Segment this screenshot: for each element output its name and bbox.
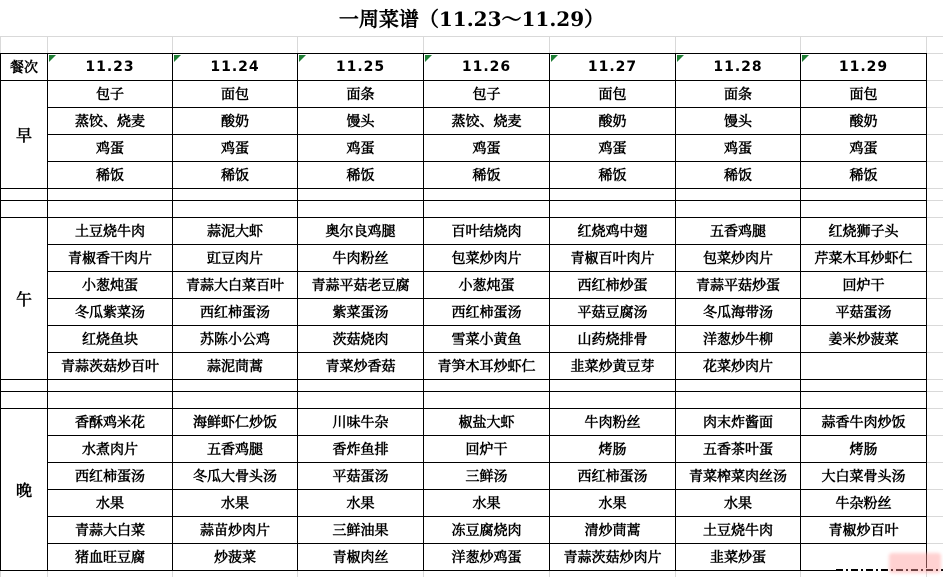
menu-cell[interactable]: 蒜泥茼蒿 bbox=[173, 353, 298, 380]
menu-cell[interactable]: 稀饭 bbox=[298, 162, 424, 189]
empty-cell bbox=[48, 571, 173, 577]
menu-cell[interactable]: 平菇豆腐汤 bbox=[550, 299, 676, 326]
empty-cell bbox=[550, 37, 676, 54]
menu-cell[interactable]: 包子 bbox=[48, 81, 173, 108]
menu-cell[interactable]: 馒头 bbox=[676, 108, 801, 135]
menu-cell[interactable]: 烤肠 bbox=[801, 436, 927, 463]
spacer-cell bbox=[801, 380, 927, 392]
menu-cell[interactable]: 红烧狮子头 bbox=[801, 218, 927, 245]
gutter-cell bbox=[927, 299, 943, 326]
empty-cell bbox=[1, 571, 48, 577]
menu-cell[interactable]: 回炉干 bbox=[801, 272, 927, 299]
empty-cell bbox=[173, 37, 298, 54]
spacer-cell bbox=[801, 189, 927, 201]
menu-cell[interactable]: 肉末炸酱面 bbox=[676, 409, 801, 436]
menu-cell[interactable]: 包菜炒肉片 bbox=[424, 245, 550, 272]
menu-cell[interactable]: 面包 bbox=[173, 81, 298, 108]
spacer-cell bbox=[801, 201, 927, 218]
page-title: 一周菜谱（11.23～11.29） bbox=[338, 7, 605, 31]
comment-triangle-icon bbox=[174, 55, 181, 62]
gutter-cell bbox=[927, 54, 943, 81]
menu-cell[interactable]: 三鲜汤 bbox=[424, 463, 550, 490]
menu-cell[interactable]: 小葱炖蛋 bbox=[48, 272, 173, 299]
menu-cell[interactable]: 土豆烧牛肉 bbox=[48, 218, 173, 245]
gutter-cell bbox=[927, 490, 943, 517]
menu-cell[interactable]: 香酥鸡米花 bbox=[48, 409, 173, 436]
gutter-cell bbox=[927, 409, 943, 436]
menu-cell[interactable]: 烤肠 bbox=[550, 436, 676, 463]
empty-cell bbox=[48, 37, 173, 54]
gutter-cell bbox=[927, 463, 943, 490]
menu-cell[interactable]: 韭菜炒黄豆芽 bbox=[550, 353, 676, 380]
gutter-cell bbox=[927, 245, 943, 272]
menu-cell[interactable]: 雪菜小黄鱼 bbox=[424, 326, 550, 353]
spacer-cell bbox=[424, 189, 550, 201]
comment-triangle-icon bbox=[299, 55, 306, 62]
menu-cell[interactable]: 稀饭 bbox=[48, 162, 173, 189]
menu-cell[interactable]: 三鲜油果 bbox=[298, 517, 424, 544]
menu-cell[interactable]: 洋葱炒鸡蛋 bbox=[424, 544, 550, 571]
gutter-cell bbox=[927, 272, 943, 299]
gutter-cell bbox=[927, 392, 943, 409]
gutter-cell bbox=[927, 135, 943, 162]
menu-cell[interactable]: 百叶结烧肉 bbox=[424, 218, 550, 245]
menu-cell[interactable]: 平菇蛋汤 bbox=[298, 463, 424, 490]
spacer-cell bbox=[173, 201, 298, 218]
spacer-cell bbox=[1, 392, 48, 409]
empty-cell bbox=[1, 37, 48, 54]
spacer-cell bbox=[173, 380, 298, 392]
gutter-cell bbox=[927, 326, 943, 353]
menu-cell[interactable]: 蒜泥大虾 bbox=[173, 218, 298, 245]
menu-cell[interactable]: 姜米炒菠菜 bbox=[801, 326, 927, 353]
menu-cell[interactable]: 青菜炒香菇 bbox=[298, 353, 424, 380]
menu-cell[interactable]: 鸡蛋 bbox=[550, 135, 676, 162]
menu-cell[interactable]: 青蒜大白菜百叶 bbox=[173, 272, 298, 299]
empty-cell bbox=[298, 37, 424, 54]
spacer-cell bbox=[424, 380, 550, 392]
menu-cell[interactable]: 猪血旺豆腐 bbox=[48, 544, 173, 571]
menu-cell[interactable]: 水果 bbox=[48, 490, 173, 517]
menu-table bbox=[0, 36, 943, 577]
date-header[interactable]: 11.26 bbox=[424, 54, 550, 81]
menu-cell[interactable]: 花菜炒肉片 bbox=[676, 353, 801, 380]
menu-cell[interactable]: 清炒茼蒿 bbox=[550, 517, 676, 544]
comment-triangle-icon bbox=[551, 55, 558, 62]
menu-cell[interactable]: 蒜苗炒肉片 bbox=[173, 517, 298, 544]
spacer-cell bbox=[676, 189, 801, 201]
menu-cell[interactable]: 红烧鱼块 bbox=[48, 326, 173, 353]
menu-cell[interactable]: 酸奶 bbox=[801, 108, 927, 135]
menu-cell[interactable]: 茨菇烧肉 bbox=[298, 326, 424, 353]
menu-cell[interactable] bbox=[801, 353, 927, 380]
empty-cell bbox=[927, 37, 943, 54]
menu-cell[interactable]: 稀饭 bbox=[173, 162, 298, 189]
menu-cell[interactable]: 青椒百叶肉片 bbox=[550, 245, 676, 272]
watermark bbox=[889, 553, 941, 573]
menu-cell[interactable]: 鸡蛋 bbox=[676, 135, 801, 162]
spacer-cell bbox=[801, 392, 927, 409]
menu-cell[interactable]: 西红柿蛋汤 bbox=[173, 299, 298, 326]
menu-cell[interactable]: 水果 bbox=[298, 490, 424, 517]
gutter-cell bbox=[927, 517, 943, 544]
menu-cell[interactable]: 面包 bbox=[550, 81, 676, 108]
menu-cell[interactable]: 水果 bbox=[550, 490, 676, 517]
spacer-cell bbox=[550, 380, 676, 392]
spacer-cell bbox=[48, 392, 173, 409]
menu-cell[interactable]: 大白菜骨头汤 bbox=[801, 463, 927, 490]
gutter-cell bbox=[927, 108, 943, 135]
date-header[interactable]: 11.23 bbox=[48, 54, 173, 81]
menu-cell[interactable]: 回炉干 bbox=[424, 436, 550, 463]
spacer-cell bbox=[173, 392, 298, 409]
menu-cell[interactable]: 五香茶叶蛋 bbox=[676, 436, 801, 463]
spacer-cell bbox=[298, 189, 424, 201]
date-header[interactable]: 11.25 bbox=[298, 54, 424, 81]
menu-cell[interactable]: 椒盐大虾 bbox=[424, 409, 550, 436]
menu-cell[interactable]: 鸡蛋 bbox=[48, 135, 173, 162]
menu-cell[interactable]: 面条 bbox=[298, 81, 424, 108]
menu-cell[interactable]: 稀饭 bbox=[801, 162, 927, 189]
empty-cell bbox=[424, 571, 550, 577]
menu-cell[interactable]: 牛肉粉丝 bbox=[298, 245, 424, 272]
menu-cell[interactable]: 西红柿蛋汤 bbox=[424, 299, 550, 326]
menu-cell[interactable]: 蒸饺、烧麦 bbox=[48, 108, 173, 135]
menu-cell[interactable]: 洋葱炒牛柳 bbox=[676, 326, 801, 353]
menu-cell[interactable]: 青蒜平菇老豆腐 bbox=[298, 272, 424, 299]
empty-cell bbox=[801, 37, 927, 54]
menu-cell[interactable]: 青椒香干肉片 bbox=[48, 245, 173, 272]
menu-cell[interactable]: 豇豆肉片 bbox=[173, 245, 298, 272]
spacer-cell bbox=[550, 201, 676, 218]
menu-cell[interactable]: 炒菠菜 bbox=[173, 544, 298, 571]
menu-cell[interactable]: 青蒜大白菜 bbox=[48, 517, 173, 544]
menu-cell[interactable]: 青笋木耳炒虾仁 bbox=[424, 353, 550, 380]
menu-cell[interactable]: 包菜炒肉片 bbox=[676, 245, 801, 272]
spacer-cell bbox=[48, 380, 173, 392]
meal-label[interactable]: 晚 bbox=[1, 409, 48, 571]
spacer-cell bbox=[676, 201, 801, 218]
menu-cell[interactable]: 水果 bbox=[676, 490, 801, 517]
gutter-cell bbox=[927, 380, 943, 392]
menu-cell[interactable]: 海鲜虾仁炒饭 bbox=[173, 409, 298, 436]
empty-cell bbox=[676, 37, 801, 54]
date-header[interactable]: 11.24 bbox=[173, 54, 298, 81]
menu-cell[interactable]: 鸡蛋 bbox=[424, 135, 550, 162]
empty-cell bbox=[173, 571, 298, 577]
menu-cell[interactable]: 小葱炖蛋 bbox=[424, 272, 550, 299]
menu-cell[interactable]: 土豆烧牛肉 bbox=[676, 517, 801, 544]
menu-cell[interactable]: 五香鸡腿 bbox=[676, 218, 801, 245]
menu-cell[interactable]: 青菜榨菜肉丝汤 bbox=[676, 463, 801, 490]
empty-cell bbox=[298, 571, 424, 577]
gutter-cell bbox=[927, 81, 943, 108]
gutter-cell bbox=[927, 162, 943, 189]
gutter-cell bbox=[927, 189, 943, 201]
comment-triangle-icon bbox=[802, 55, 809, 62]
menu-cell[interactable]: 鸡蛋 bbox=[173, 135, 298, 162]
menu-cell[interactable]: 水果 bbox=[173, 490, 298, 517]
menu-cell[interactable]: 青椒炒百叶 bbox=[801, 517, 927, 544]
spacer-cell bbox=[48, 201, 173, 218]
menu-cell[interactable]: 包子 bbox=[424, 81, 550, 108]
menu-cell[interactable]: 西红柿蛋汤 bbox=[48, 463, 173, 490]
menu-cell[interactable]: 青椒肉丝 bbox=[298, 544, 424, 571]
menu-cell[interactable]: 芹菜木耳炒虾仁 bbox=[801, 245, 927, 272]
menu-cell[interactable]: 香炸鱼排 bbox=[298, 436, 424, 463]
gutter-cell bbox=[927, 218, 943, 245]
menu-cell[interactable]: 酸奶 bbox=[173, 108, 298, 135]
menu-cell[interactable]: 西红柿蛋汤 bbox=[550, 463, 676, 490]
empty-cell bbox=[424, 37, 550, 54]
spacer-cell bbox=[550, 189, 676, 201]
menu-cell[interactable]: 紫菜蛋汤 bbox=[298, 299, 424, 326]
menu-cell[interactable]: 西红柿炒蛋 bbox=[550, 272, 676, 299]
menu-cell[interactable]: 五香鸡腿 bbox=[173, 436, 298, 463]
menu-cell[interactable]: 冬瓜大骨头汤 bbox=[173, 463, 298, 490]
menu-cell[interactable]: 鸡蛋 bbox=[298, 135, 424, 162]
spacer-cell bbox=[1, 201, 48, 218]
date-header[interactable]: 11.27 bbox=[550, 54, 676, 81]
spacer-cell bbox=[48, 189, 173, 201]
spacer-cell bbox=[1, 189, 48, 201]
menu-cell[interactable]: 青蒜茨菇炒百叶 bbox=[48, 353, 173, 380]
menu-cell[interactable]: 蒸饺、烧麦 bbox=[424, 108, 550, 135]
menu-cell[interactable]: 稀饭 bbox=[550, 162, 676, 189]
menu-cell[interactable]: 平菇蛋汤 bbox=[801, 299, 927, 326]
menu-cell[interactable]: 牛杂粉丝 bbox=[801, 490, 927, 517]
date-header[interactable]: 11.29 bbox=[801, 54, 927, 81]
menu-cell[interactable]: 山药烧排骨 bbox=[550, 326, 676, 353]
menu-cell[interactable]: 冬瓜海带汤 bbox=[676, 299, 801, 326]
menu-cell[interactable]: 鸡蛋 bbox=[801, 135, 927, 162]
date-header[interactable]: 11.28 bbox=[676, 54, 801, 81]
menu-cell[interactable]: 馒头 bbox=[298, 108, 424, 135]
comment-triangle-icon bbox=[425, 55, 432, 62]
comment-triangle-icon bbox=[49, 55, 56, 62]
meal-label[interactable]: 午 bbox=[1, 218, 48, 380]
gutter-cell bbox=[927, 436, 943, 463]
spacer-cell bbox=[676, 392, 801, 409]
menu-cell[interactable]: 奥尔良鸡腿 bbox=[298, 218, 424, 245]
empty-cell bbox=[550, 571, 676, 577]
gutter-cell bbox=[927, 353, 943, 380]
menu-cell[interactable]: 苏陈小公鸡 bbox=[173, 326, 298, 353]
gutter-cell bbox=[927, 201, 943, 218]
menu-cell[interactable]: 冬瓜紫菜汤 bbox=[48, 299, 173, 326]
menu-cell[interactable]: 水煮肉片 bbox=[48, 436, 173, 463]
corner-cell-meal[interactable]: 餐次 bbox=[1, 54, 48, 81]
spacer-cell bbox=[424, 201, 550, 218]
menu-cell[interactable]: 面条 bbox=[676, 81, 801, 108]
spacer-cell bbox=[298, 201, 424, 218]
menu-cell[interactable]: 冻豆腐烧肉 bbox=[424, 517, 550, 544]
empty-cell bbox=[676, 571, 801, 577]
menu-cell[interactable]: 蒜香牛肉炒饭 bbox=[801, 409, 927, 436]
menu-cell[interactable]: 稀饭 bbox=[676, 162, 801, 189]
spacer-cell bbox=[298, 380, 424, 392]
menu-cell[interactable]: 青蒜茨菇炒肉片 bbox=[550, 544, 676, 571]
menu-cell[interactable]: 韭菜炒蛋 bbox=[676, 544, 801, 571]
menu-cell[interactable]: 面包 bbox=[801, 81, 927, 108]
spacer-cell bbox=[424, 392, 550, 409]
spacer-cell bbox=[173, 189, 298, 201]
menu-cell[interactable]: 红烧鸡中翅 bbox=[550, 218, 676, 245]
spacer-cell bbox=[676, 380, 801, 392]
meal-label[interactable]: 早 bbox=[1, 81, 48, 189]
menu-cell[interactable]: 水果 bbox=[424, 490, 550, 517]
comment-triangle-icon bbox=[677, 55, 684, 62]
menu-cell[interactable]: 青蒜平菇炒蛋 bbox=[676, 272, 801, 299]
spacer-cell bbox=[298, 392, 424, 409]
spacer-cell bbox=[550, 392, 676, 409]
menu-cell[interactable]: 酸奶 bbox=[550, 108, 676, 135]
spacer-cell bbox=[1, 380, 48, 392]
menu-cell[interactable]: 川味牛杂 bbox=[298, 409, 424, 436]
menu-cell[interactable]: 牛肉粉丝 bbox=[550, 409, 676, 436]
menu-cell[interactable]: 稀饭 bbox=[424, 162, 550, 189]
